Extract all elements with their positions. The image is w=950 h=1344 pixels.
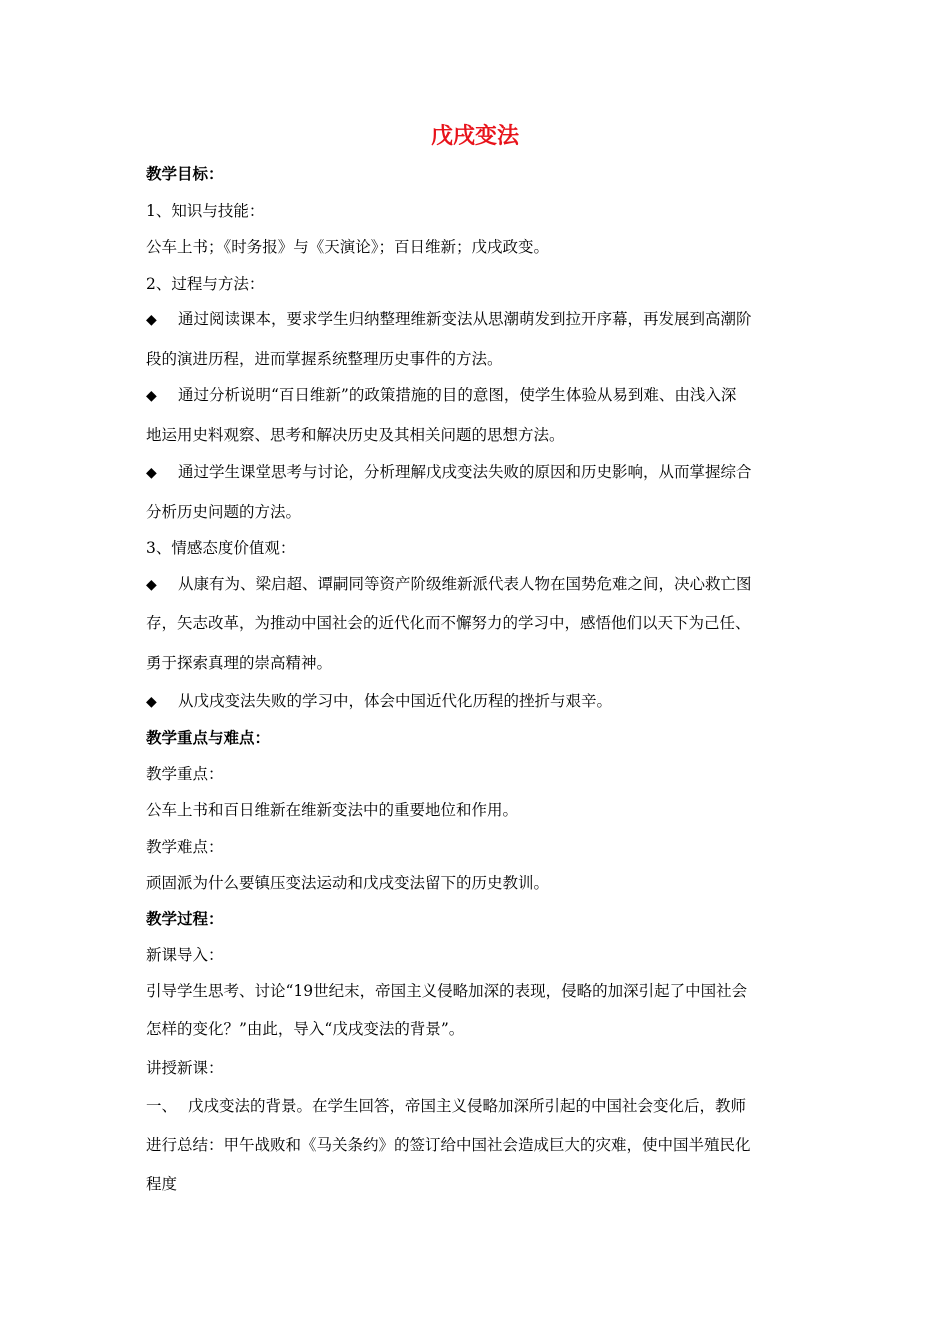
bullet-icon: ◆ xyxy=(146,388,157,404)
text-line: 程度 xyxy=(146,1175,178,1193)
text-line: 怎样的变化？”由此，导入“戊戌变法的背景”。 xyxy=(146,1020,465,1038)
text-line: 引导学生思考、讨论“19世纪末，帝国主义侵略加深的表现，侵略的加深引起了中国社会 xyxy=(146,982,748,1000)
subheading-values: 3、情感态度价值观： xyxy=(146,539,296,557)
text-line: 从戊戌变法失败的学习中，体会中国近代化历程的挫折与艰辛。 xyxy=(178,692,613,710)
text-line: 通过分析说明“百日维新”的政策措施的目的意图，使学生体验从易到难、由浅入深 xyxy=(178,386,737,404)
text-line: 通过阅读课本，要求学生归纳整理维新变法从思潮萌发到拉开序幕，再发展到高潮阶 xyxy=(178,310,752,328)
list-number: 一、 xyxy=(146,1097,178,1115)
section-heading-process: 教学过程： xyxy=(146,910,224,928)
bullet-line xyxy=(146,461,810,484)
paragraph-difficulty: 顽固派为什么要镇压变法运动和戊戌变法留下的历史教训。 xyxy=(146,874,550,892)
paragraph-focus: 公车上书和百日维新在维新变法中的重要地位和作用。 xyxy=(146,801,519,819)
subheading-process: 2、过程与方法： xyxy=(146,275,265,293)
text-line: 从康有为、梁启超、谭嗣同等资产阶级维新派代表人物在国势危难之间，决心救亡图 xyxy=(178,575,752,593)
bullet-icon: ◆ xyxy=(146,465,157,481)
bullet-icon: ◆ xyxy=(146,312,157,328)
text-line: 戊戌变法的背景。在学生回答，帝国主义侵略加深所引起的中国社会变化后，教师 xyxy=(188,1097,747,1115)
bullet-icon: ◆ xyxy=(146,577,157,593)
numbered-line xyxy=(146,1095,810,1117)
bullet-icon: ◆ xyxy=(146,694,157,710)
document-title: 戊戌变法 xyxy=(430,124,519,149)
subheading-knowledge: 1、知识与技能： xyxy=(146,202,265,220)
paragraph-knowledge: 公车上书；《时务报》与《天演论》；百日维新；戊戌政变。 xyxy=(146,238,550,256)
bullet-line xyxy=(146,384,810,407)
section-heading-objectives: 教学目标： xyxy=(146,165,224,183)
section-heading-keypoints: 教学重点与难点： xyxy=(146,729,271,747)
subheading-focus: 教学重点： xyxy=(146,765,224,783)
subheading-new-lesson: 讲授新课： xyxy=(146,1059,224,1077)
text-line: 进行总结：甲午战败和《马关条约》的签订给中国社会造成巨大的灾难，使中国半殖民化 xyxy=(146,1136,751,1154)
text-line: 地运用史料观察、思考和解决历史及其相关问题的思想方法。 xyxy=(146,426,565,444)
text-line: 分析历史问题的方法。 xyxy=(146,503,302,521)
subheading-intro: 新课导入： xyxy=(146,946,224,964)
bullet-line xyxy=(146,573,810,596)
subheading-difficulty: 教学难点： xyxy=(146,838,224,856)
text-line: 存，矢志改革，为推动中国社会的近代化而不懈努力的学习中，感悟他们以天下为己任、 xyxy=(146,614,751,632)
bullet-line xyxy=(146,308,810,331)
text-line: 勇于探索真理的崇高精神。 xyxy=(146,654,333,672)
text-line: 段的演进历程，进而掌握系统整理历史事件的方法。 xyxy=(146,350,503,368)
text-line: 通过学生课堂思考与讨论，分析理解戊戌变法失败的原因和历史影响，从而掌握综合 xyxy=(178,463,752,481)
bullet-line xyxy=(146,690,810,713)
